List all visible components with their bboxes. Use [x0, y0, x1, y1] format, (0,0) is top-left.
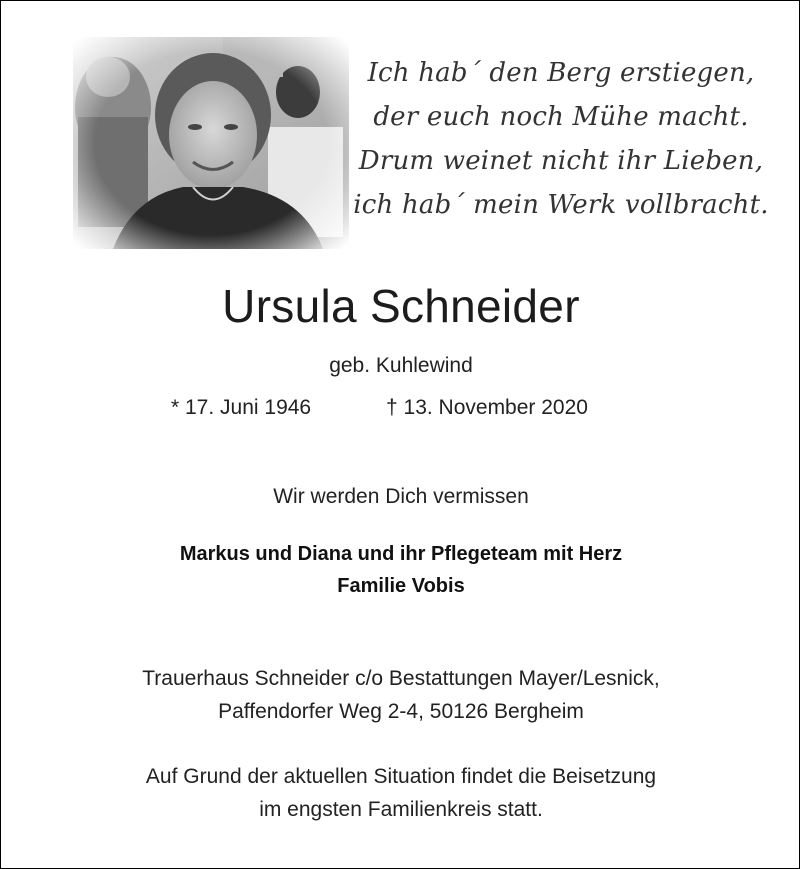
mourners-list [1, 538, 800, 602]
poem-line: Drum weinet nicht ihr Lieben, [358, 146, 764, 176]
address-line: Trauerhaus Schneider c/o Bestattungen Mayer/Lesnick, [142, 667, 660, 690]
birth-name: geb. Kuhlewind [329, 354, 473, 377]
poem-line: Ich hab´ den Berg erstiegen, [367, 58, 755, 88]
birth-date: * 17. Juni 1946 [171, 396, 312, 419]
farewell-message: Wir werden Dich vermissen [273, 485, 529, 508]
mourner-line: Markus und Diana und ihr Pflegeteam mit Herz [179, 543, 623, 565]
address-line: Paffendorfer Weg 2-4, 50126 Bergheim [218, 700, 584, 723]
notice-line: im engsten Familienkreis statt. [259, 798, 543, 821]
funeral-home-address [1, 662, 800, 728]
poem-line: ich hab´ mein Werk vollbracht. [353, 190, 769, 220]
deceased-name: Ursula Schneider [222, 280, 580, 332]
mourner-line: Familie Vobis [337, 575, 465, 597]
death-date: † 13. November 2020 [386, 396, 588, 419]
burial-notice [1, 760, 800, 826]
poem [351, 51, 771, 227]
notice-line: Auf Grund der aktuellen Situation findet die Beisetzung [145, 765, 657, 788]
poem-line: der euch noch Mühe macht. [373, 102, 749, 132]
portrait-photo [73, 37, 349, 249]
